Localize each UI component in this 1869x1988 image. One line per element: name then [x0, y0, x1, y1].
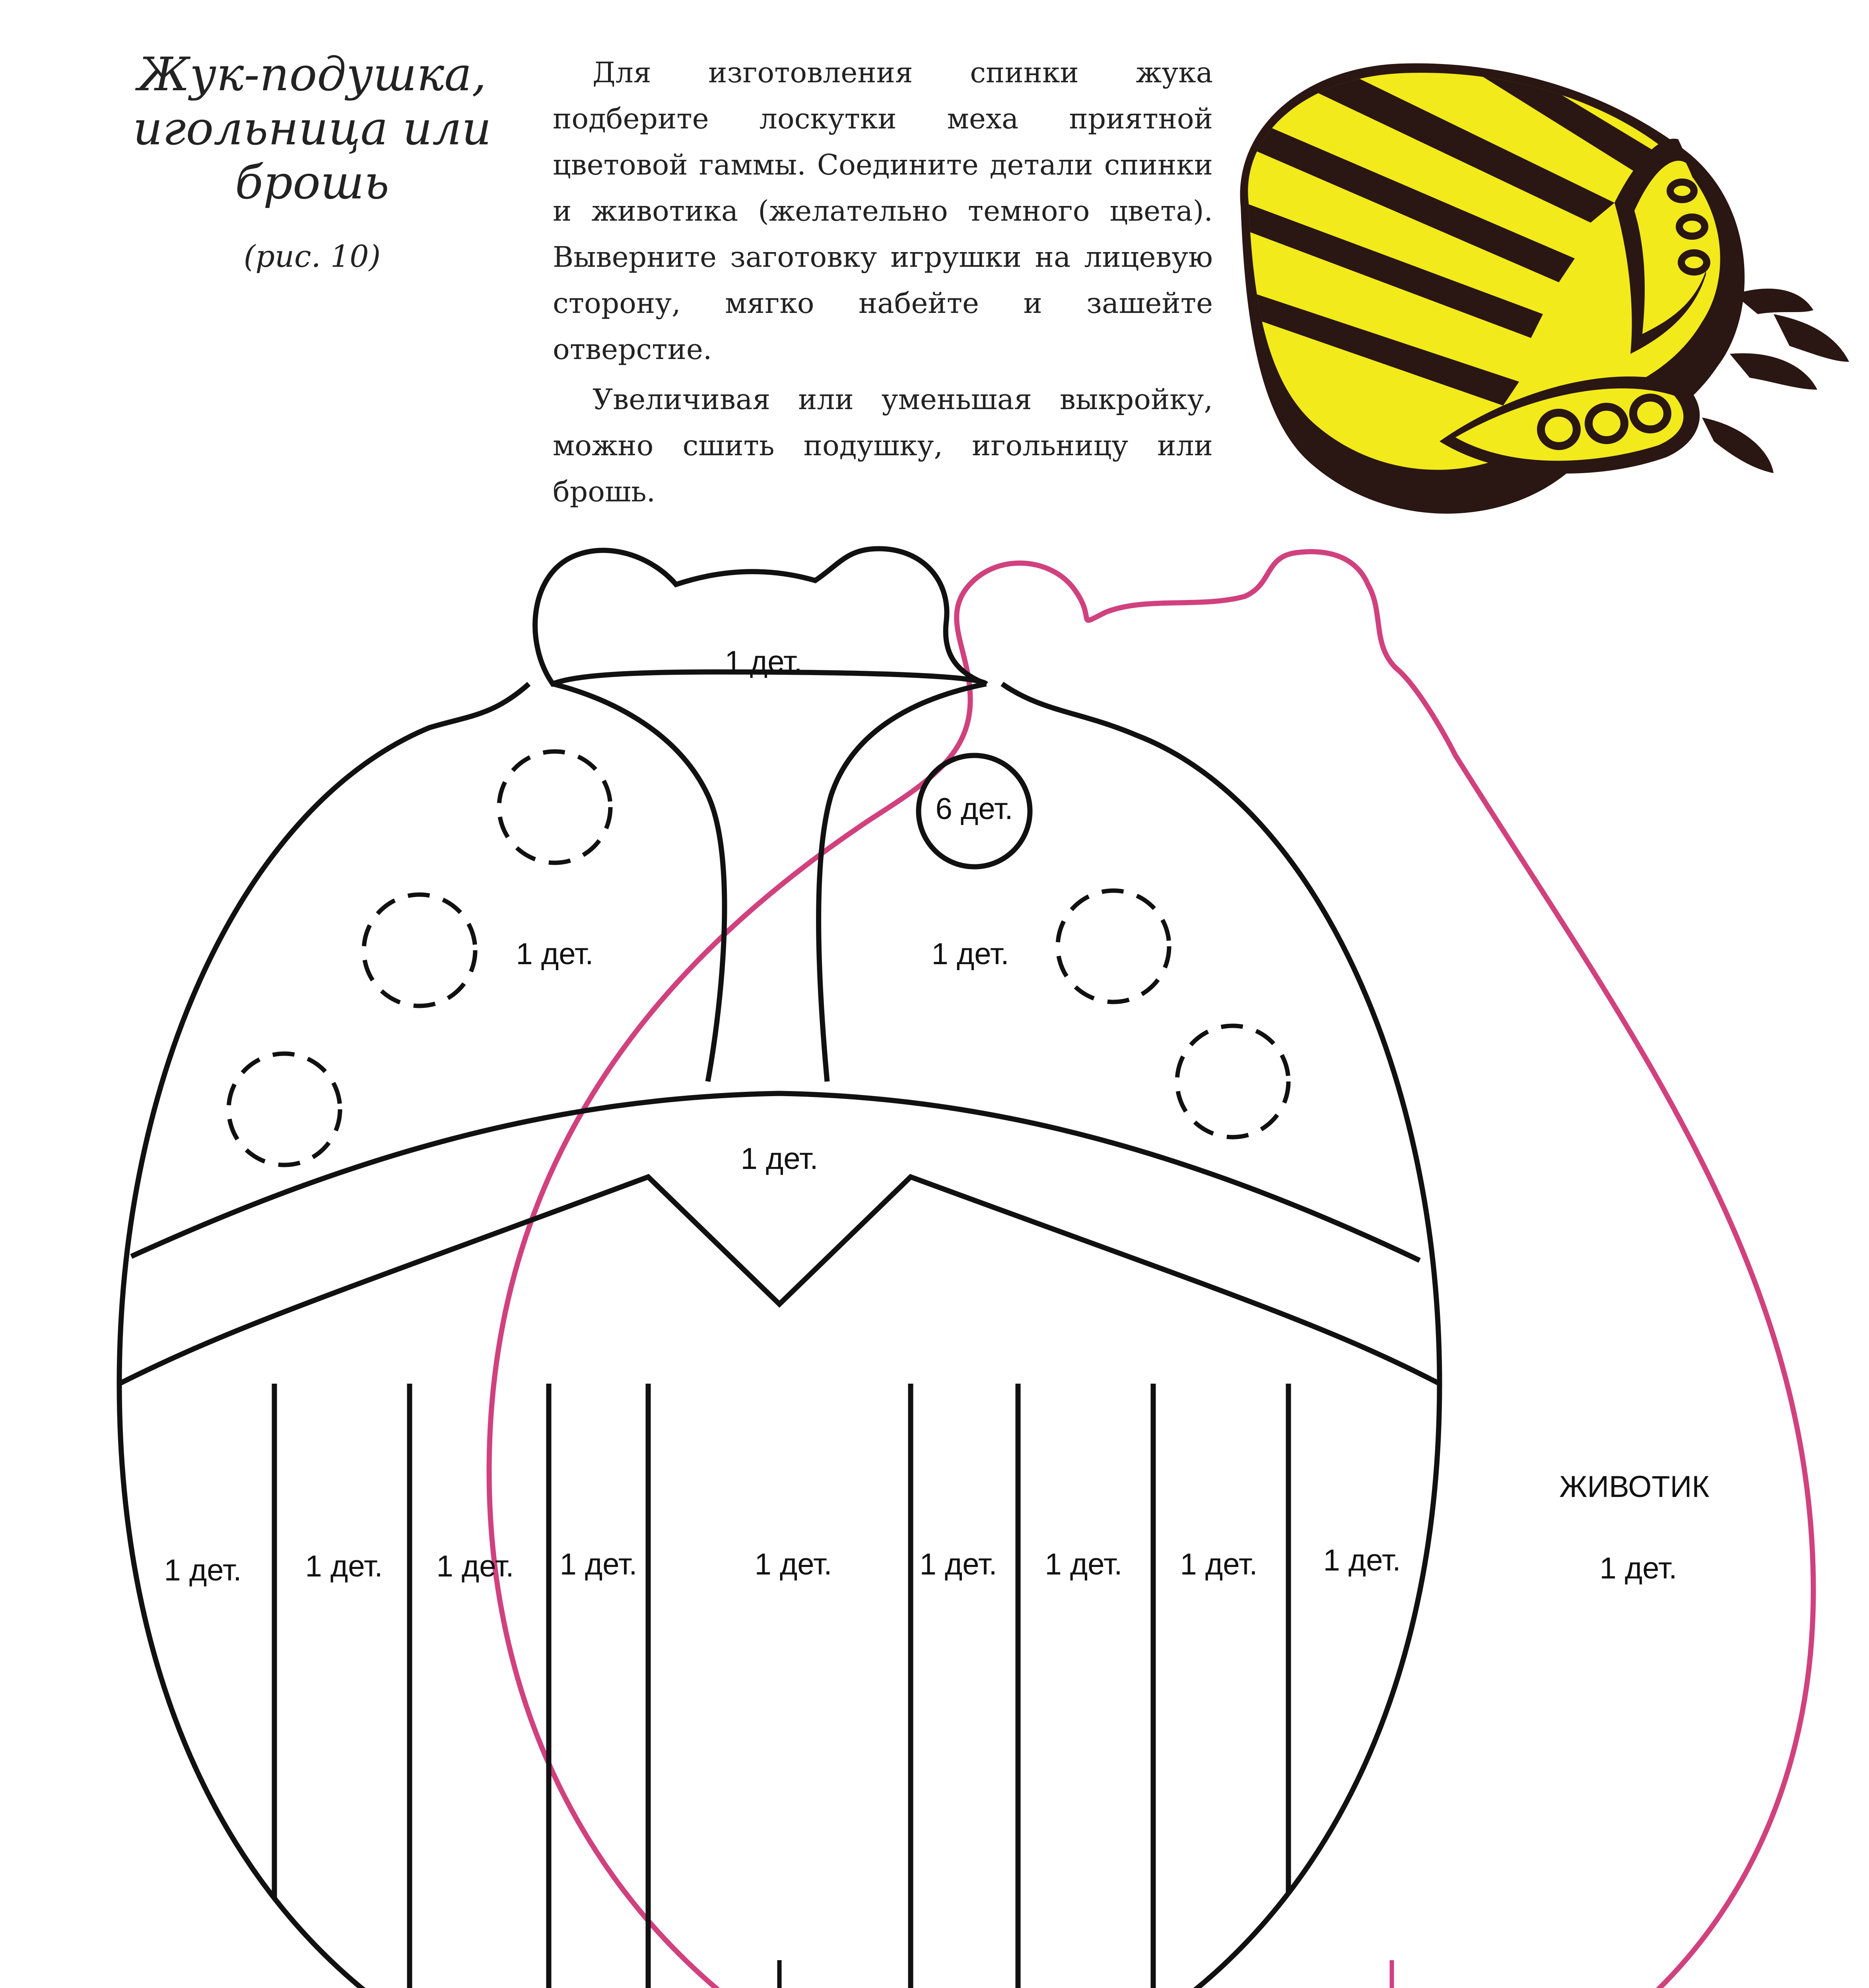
stripe-label-4: 1 дет.	[560, 1547, 637, 1581]
left-wing-label: 1 дет.	[516, 937, 594, 971]
collar-bottom	[119, 1177, 1440, 1384]
grain-arrow-body	[765, 1960, 793, 1988]
dashed-spots	[229, 751, 1288, 1165]
stripe-label-7: 1 дет.	[1045, 1547, 1123, 1581]
stripe-label-8: 1 дет.	[1180, 1547, 1258, 1581]
stripe-label-5: 1 дет.	[754, 1547, 832, 1581]
head-label: 1 дет.	[725, 645, 802, 679]
spot-label: 6 дет.	[935, 792, 1013, 826]
stripe-label-1: 1 дет.	[164, 1553, 242, 1587]
collar-label: 1 дет.	[740, 1142, 818, 1176]
figure-reference: (рис. 10)	[243, 239, 381, 274]
left-wing-edge	[553, 684, 725, 1081]
grain-arrow-belly	[1378, 1960, 1406, 1988]
belly-title: ЖИВОТИК	[1559, 1470, 1710, 1504]
stripe-label-9: 1 дет.	[1323, 1543, 1401, 1577]
title-line-3: брошь	[235, 156, 389, 210]
stripe-label-6: 1 дет.	[919, 1547, 997, 1581]
right-wing-label: 1 дет.	[931, 937, 1009, 971]
stripe-lines	[274, 1177, 1288, 1988]
belly-label: 1 дет.	[1599, 1551, 1677, 1585]
collar-top	[131, 1093, 1420, 1260]
title-line-1: Жук-подушка,	[138, 48, 487, 101]
instructions-paragraph-2: Увеличивая или уменьшая выкройку, можно сшить подушку, игольницу или брошь.	[553, 383, 1213, 508]
title-line-2: игольница или	[133, 102, 492, 155]
body-outline	[119, 684, 1440, 1988]
stripe-label-3: 1 дет.	[436, 1549, 514, 1583]
instructions-paragraph-1: Для изготовления спинки жука подберите лоскутки меха приятной цветовой гаммы. Соедините детали спинки и животика (желательно темного цвета). Выверните заготовку игрушки на лицевую сторону, мягко набейте и зашейте отверстие.	[553, 56, 1213, 366]
stripe-label-2: 1 дет.	[305, 1549, 383, 1583]
